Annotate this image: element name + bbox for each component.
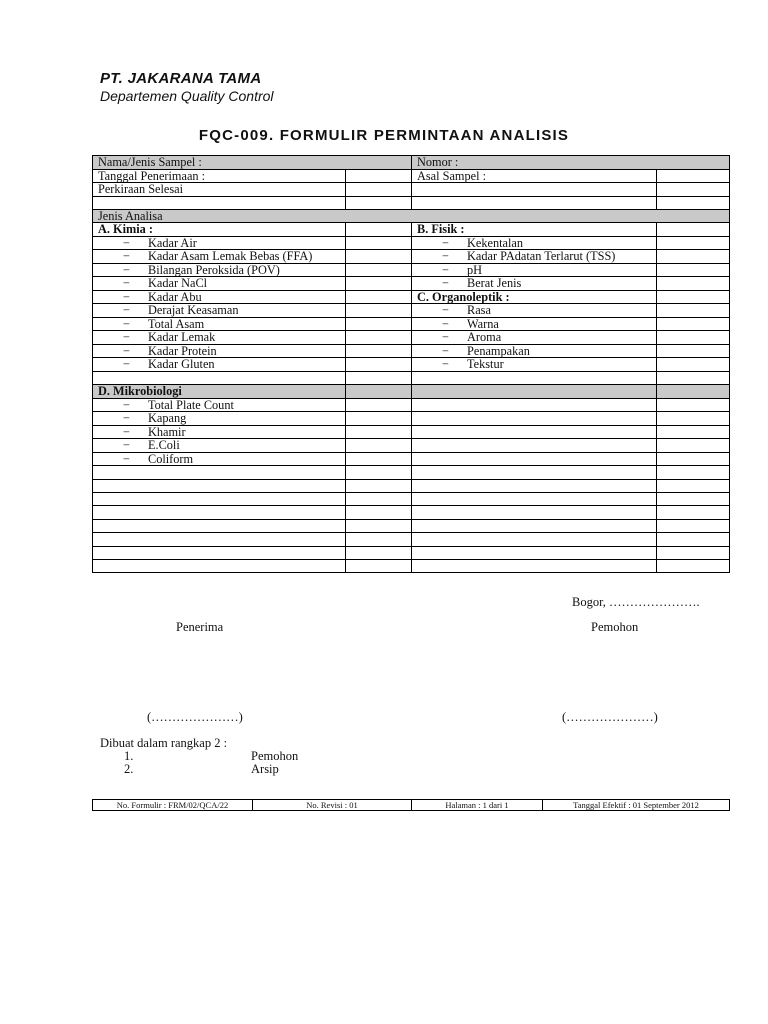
- receiver-signature-line: (…………………): [147, 710, 243, 724]
- blank-cell[interactable]: [412, 546, 657, 559]
- checkbox-cell[interactable]: [346, 223, 412, 237]
- blank-cell[interactable]: [657, 183, 730, 197]
- blank-cell[interactable]: [346, 479, 412, 492]
- blank-cell: [657, 385, 730, 399]
- kimia-heading: A. Kimia :: [93, 223, 346, 237]
- blank-cell[interactable]: [412, 412, 657, 426]
- blank-cell[interactable]: [657, 466, 730, 479]
- blank-cell[interactable]: [412, 452, 657, 466]
- checkbox-cell[interactable]: [657, 223, 730, 237]
- checkbox-cell[interactable]: [657, 277, 730, 291]
- checkbox-cell[interactable]: [657, 304, 730, 318]
- blank-cell[interactable]: [657, 506, 730, 519]
- copies-heading: Dibuat dalam rangkap 2 :: [100, 736, 228, 750]
- analysis-item-penampakan: − Penampakan: [412, 344, 657, 358]
- place-date: Bogor, ………………….: [572, 595, 700, 609]
- requester-signature-line: (…………………): [562, 710, 658, 724]
- checkbox-cell[interactable]: [346, 290, 412, 304]
- blank-cell[interactable]: [412, 519, 657, 532]
- analysis-item-ffa: − Kadar Asam Lemak Bebas (FFA): [93, 250, 346, 264]
- blank-cell: [93, 371, 346, 384]
- blank-cell[interactable]: [412, 560, 657, 573]
- blank-cell[interactable]: [657, 425, 730, 439]
- blank-cell: [346, 196, 412, 209]
- analysis-item-tpc: − Total Plate Count: [93, 398, 346, 412]
- checkbox-cell[interactable]: [346, 317, 412, 331]
- checkbox-cell[interactable]: [346, 304, 412, 318]
- checkbox-cell: [346, 385, 412, 399]
- blank-cell[interactable]: [346, 533, 412, 546]
- blank-cell[interactable]: [657, 452, 730, 466]
- copy-label: Arsip: [251, 762, 279, 776]
- analysis-item-rasa: − Rasa: [412, 304, 657, 318]
- sample-name-label: Nama/Jenis Sampel :: [98, 155, 202, 169]
- analysis-request-table: [92, 155, 730, 573]
- number-field[interactable]: [412, 156, 730, 170]
- received-date-label: Tanggal Penerimaan :: [93, 169, 346, 183]
- blank-cell: [412, 196, 657, 209]
- blank-cell[interactable]: [412, 183, 657, 197]
- blank-cell[interactable]: [93, 466, 346, 479]
- blank-cell: [412, 371, 657, 384]
- blank-cell[interactable]: [412, 425, 657, 439]
- checkbox-cell[interactable]: [657, 358, 730, 372]
- blank-cell[interactable]: [657, 519, 730, 532]
- blank-cell: [93, 196, 346, 209]
- checkbox-cell[interactable]: [346, 358, 412, 372]
- form-number: No. Formulir : FRM/02/QCA/22: [93, 800, 253, 811]
- blank-cell[interactable]: [93, 493, 346, 506]
- copy-label: Pemohon: [251, 749, 299, 763]
- blank-cell[interactable]: [346, 519, 412, 532]
- blank-cell[interactable]: [93, 506, 346, 519]
- receiver-label: Penerima: [176, 620, 224, 634]
- blank-cell[interactable]: [93, 533, 346, 546]
- copy-number: 1.: [124, 749, 134, 763]
- analysis-item-lemak: − Kadar Lemak: [93, 331, 346, 345]
- checkbox-cell[interactable]: [346, 331, 412, 345]
- analysis-item-tekstur: − Tekstur: [412, 358, 657, 372]
- blank-cell[interactable]: [93, 546, 346, 559]
- mikrobiologi-heading: D. Mikrobiologi: [93, 385, 346, 399]
- analysis-item-kekentalan: − Kekentalan: [412, 236, 657, 250]
- blank-cell[interactable]: [657, 533, 730, 546]
- estimated-finish-value[interactable]: [346, 183, 412, 197]
- company-name: PT. JAKARANA TAMA: [100, 70, 262, 87]
- analysis-item-ph: − pH: [412, 263, 657, 277]
- checkbox-cell[interactable]: [657, 331, 730, 345]
- analysis-item-total-asam: − Total Asam: [93, 317, 346, 331]
- analysis-item-coliform: − Coliform: [93, 452, 346, 466]
- blank-cell[interactable]: [93, 560, 346, 573]
- fisik-heading: B. Fisik :: [412, 223, 657, 237]
- blank-cell[interactable]: [412, 533, 657, 546]
- blank-cell[interactable]: [346, 546, 412, 559]
- analysis-item-kapang: − Kapang: [93, 412, 346, 426]
- footer-table: [92, 799, 730, 811]
- received-date-value[interactable]: [346, 169, 412, 183]
- checkbox-cell[interactable]: [657, 317, 730, 331]
- blank-cell: [412, 385, 657, 399]
- blank-cell[interactable]: [346, 506, 412, 519]
- requester-label: Pemohon: [591, 620, 639, 634]
- blank-cell: [657, 371, 730, 384]
- checkbox-cell[interactable]: [346, 398, 412, 412]
- checkbox-cell[interactable]: [346, 263, 412, 277]
- blank-cell[interactable]: [346, 466, 412, 479]
- blank-cell[interactable]: [657, 546, 730, 559]
- analysis-item-khamir: − Khamir: [93, 425, 346, 439]
- analysis-type-label: Jenis Analisa: [93, 209, 730, 223]
- analysis-item-tss: − Kadar PAdatan Terlarut (TSS): [412, 250, 657, 264]
- blank-cell: [346, 371, 412, 384]
- blank-cell[interactable]: [412, 439, 657, 453]
- analysis-item-aroma: − Aroma: [412, 331, 657, 345]
- effective-date: Tanggal Efektif : 01 September 2012: [543, 800, 730, 811]
- copy-number: 2.: [124, 762, 134, 776]
- blank-cell[interactable]: [412, 398, 657, 412]
- analysis-item-protein: − Kadar Protein: [93, 344, 346, 358]
- analysis-item-kadar-air: − Kadar Air: [93, 236, 346, 250]
- blank-cell[interactable]: [657, 560, 730, 573]
- blank-cell[interactable]: [657, 493, 730, 506]
- blank-cell[interactable]: [93, 519, 346, 532]
- checkbox-cell[interactable]: [657, 290, 730, 304]
- estimated-finish-label: Perkiraan Selesai: [93, 183, 346, 197]
- checkbox-cell[interactable]: [346, 344, 412, 358]
- blank-cell: [657, 196, 730, 209]
- checkbox-cell[interactable]: [346, 425, 412, 439]
- organoleptik-heading: C. Organoleptik :: [412, 290, 657, 304]
- sample-name-field[interactable]: [93, 156, 412, 170]
- checkbox-cell[interactable]: [346, 277, 412, 291]
- checkbox-cell[interactable]: [657, 250, 730, 264]
- analysis-item-gluten: − Kadar Gluten: [93, 358, 346, 372]
- checkbox-cell[interactable]: [346, 412, 412, 426]
- sample-origin-label: Asal Sampel :: [412, 169, 657, 183]
- blank-cell[interactable]: [412, 506, 657, 519]
- analysis-item-berat-jenis: − Berat Jenis: [412, 277, 657, 291]
- checkbox-cell[interactable]: [657, 344, 730, 358]
- checkbox-cell[interactable]: [346, 250, 412, 264]
- blank-cell[interactable]: [93, 479, 346, 492]
- blank-cell[interactable]: [412, 479, 657, 492]
- analysis-item-nacl: − Kadar NaCl: [93, 277, 346, 291]
- analysis-item-keasaman: − Derajat Keasaman: [93, 304, 346, 318]
- checkbox-cell[interactable]: [657, 263, 730, 277]
- revision-number: No. Revisi : 01: [253, 800, 412, 811]
- checkbox-cell[interactable]: [346, 236, 412, 250]
- page-number: Halaman : 1 dari 1: [412, 800, 543, 811]
- checkbox-cell[interactable]: [346, 439, 412, 453]
- analysis-item-abu: − Kadar Abu: [93, 290, 346, 304]
- blank-cell[interactable]: [412, 466, 657, 479]
- number-label: Nomor :: [417, 155, 459, 169]
- checkbox-cell[interactable]: [346, 452, 412, 466]
- analysis-item-ecoli: − E.Coli: [93, 439, 346, 453]
- blank-cell[interactable]: [657, 398, 730, 412]
- blank-cell[interactable]: [657, 439, 730, 453]
- blank-cell[interactable]: [657, 412, 730, 426]
- checkbox-cell[interactable]: [657, 236, 730, 250]
- blank-cell[interactable]: [346, 493, 412, 506]
- blank-cell[interactable]: [346, 560, 412, 573]
- analysis-item-pov: − Bilangan Peroksida (POV): [93, 263, 346, 277]
- department-name: Departemen Quality Control: [100, 88, 274, 104]
- blank-cell[interactable]: [657, 479, 730, 492]
- analysis-item-warna: − Warna: [412, 317, 657, 331]
- form-title: FQC-009. FORMULIR PERMINTAAN ANALISIS: [198, 127, 570, 144]
- sample-origin-value[interactable]: [657, 169, 730, 183]
- blank-cell[interactable]: [412, 493, 657, 506]
